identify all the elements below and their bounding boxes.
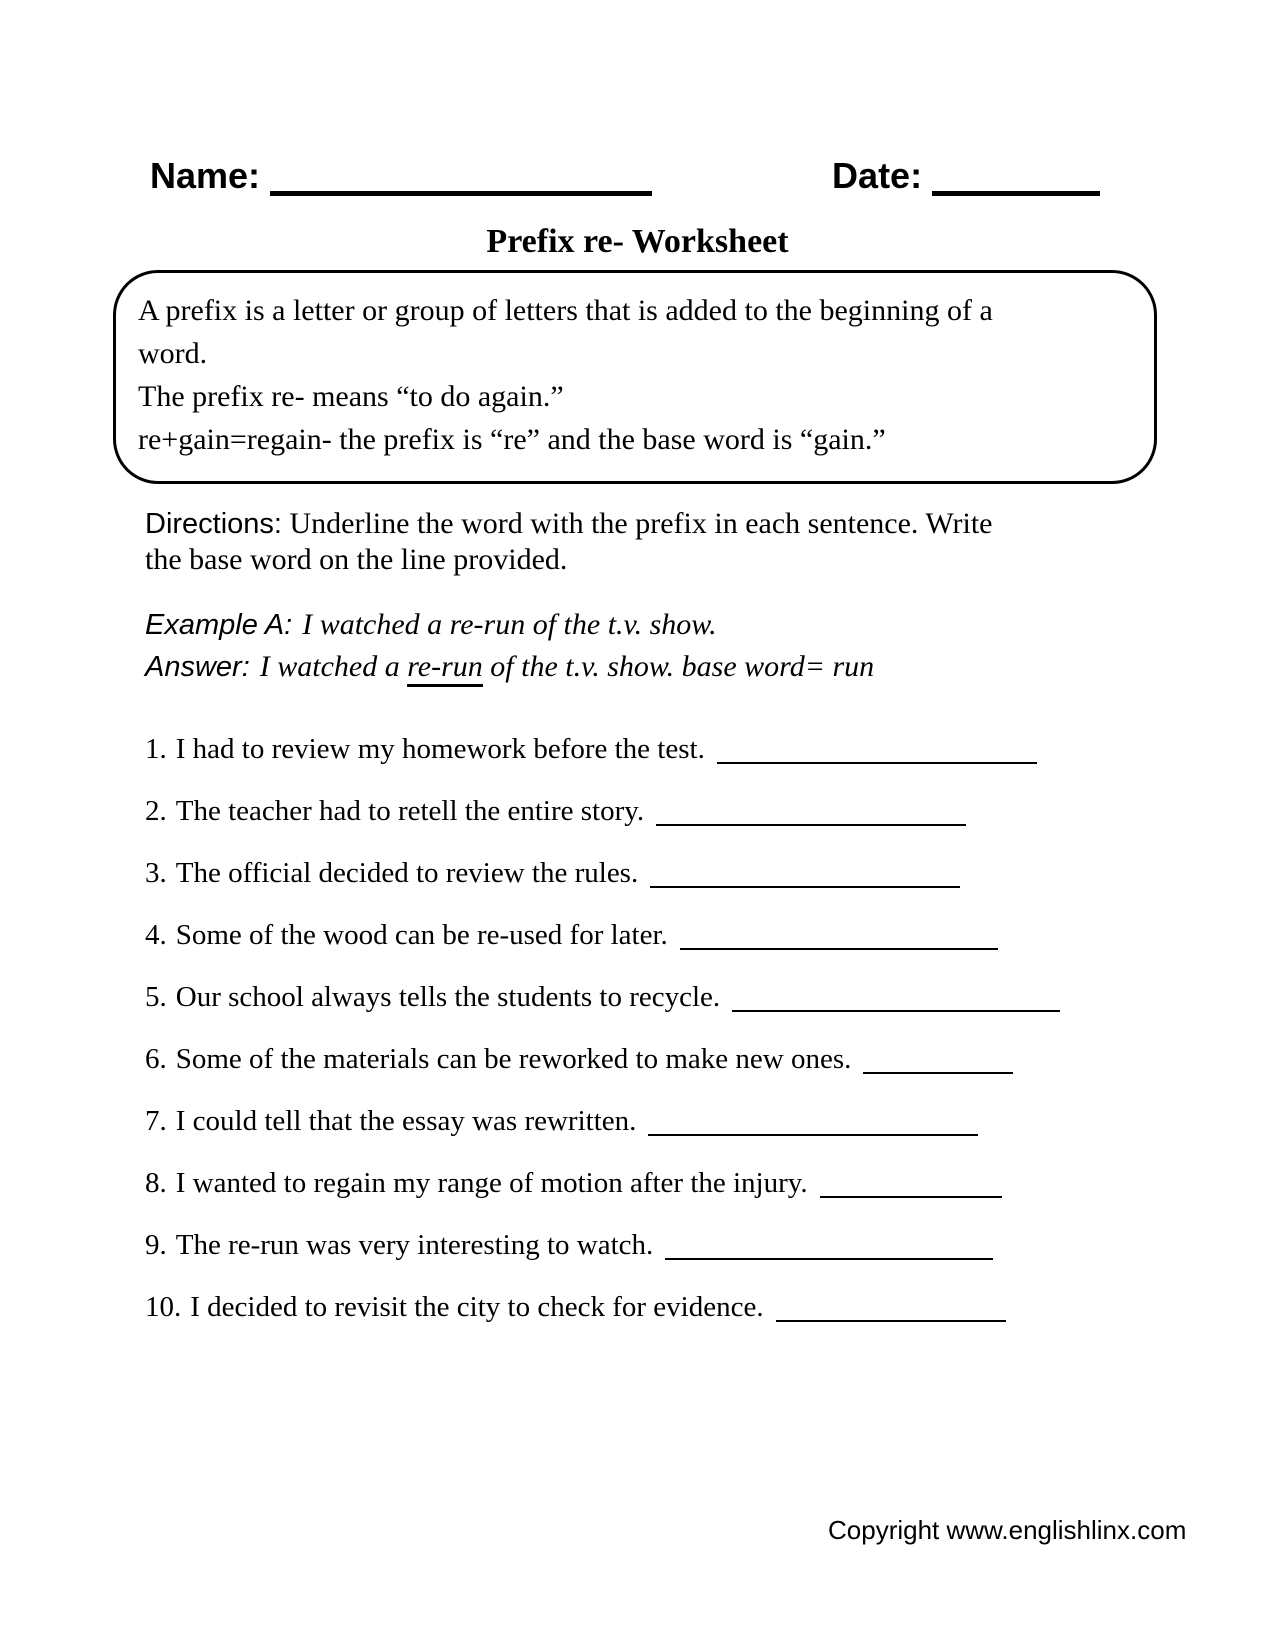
question-text: The re-run was very interesting to watch. (175, 1229, 654, 1261)
copyright-text: Copyright www.englishlinx.com (828, 1515, 1187, 1545)
example-block (145, 604, 1275, 688)
answer-blank-line (776, 1320, 1006, 1322)
question-number: 7. (145, 1105, 167, 1137)
answer-text-post: of the t.v. show. base word= run (482, 650, 875, 683)
question-number: 1. (145, 733, 167, 765)
question-item (145, 1104, 1275, 1139)
answer-underlined-word: re-run (407, 650, 483, 687)
question-item (145, 918, 1275, 953)
header-row (0, 0, 1275, 194)
question-item (145, 1166, 1275, 1201)
example-label: Example A: (145, 609, 293, 641)
name-label: Name: (150, 155, 261, 196)
date-label: Date: (832, 155, 923, 196)
answer-label: Answer: (145, 651, 250, 683)
definition-line: re+gain=regain- the prefix is “re” and the base word is “gain.” (138, 423, 886, 456)
question-item (145, 856, 1275, 891)
directions (145, 506, 1105, 578)
question-item (145, 1228, 1275, 1263)
answer-blank-line (665, 1258, 993, 1260)
definition-line: A prefix is a letter or group of letters that is added to the beginning of a (138, 294, 993, 327)
question-text: I had to review my homework before the test. (175, 733, 705, 765)
question-text: Some of the wood can be re-used for later. (175, 919, 668, 951)
question-text: The official decided to review the rules. (175, 857, 639, 889)
answer-blank-line (732, 1010, 1060, 1012)
question-text: Our school always tells the students to recycle. (175, 981, 721, 1013)
answer-blank-line (650, 886, 960, 888)
example-text: I watched a re-run of the t.v. show. (302, 608, 717, 641)
answer-blank-line (820, 1196, 1002, 1198)
question-number: 5. (145, 981, 167, 1013)
question-item (145, 1042, 1275, 1077)
question-number: 4. (145, 919, 167, 951)
example-line (145, 604, 1275, 646)
answer-text-pre: I watched a (259, 650, 408, 683)
definition-line: The prefix re- means “to do again.” (138, 380, 564, 413)
question-list (145, 732, 1275, 1325)
question-number: 8. (145, 1167, 167, 1199)
question-number: 3. (145, 857, 167, 889)
question-text: I could tell that the essay was rewritten. (175, 1105, 637, 1137)
question-number: 10. (145, 1291, 182, 1323)
question-number: 6. (145, 1043, 167, 1075)
question-text: I wanted to regain my range of motion after the injury. (175, 1167, 808, 1199)
answer-blank-line (680, 948, 998, 950)
question-item (145, 732, 1275, 767)
question-item (145, 1290, 1275, 1325)
question-number: 2. (145, 795, 167, 827)
directions-text1: Underline the word with the prefix in each sentence. Write (289, 507, 993, 540)
answer-line (145, 646, 1275, 688)
date-blank-line (932, 191, 1100, 196)
question-item (145, 794, 1275, 829)
directions-label: Directions: (145, 508, 282, 540)
question-text: The teacher had to retell the entire story. (175, 795, 645, 827)
definition-box (113, 270, 1157, 484)
question-text: I decided to revisit the city to check for evidence. (190, 1291, 764, 1323)
question-text: Some of the materials can be reworked to make new ones. (175, 1043, 852, 1075)
answer-blank-line (717, 762, 1037, 764)
question-item (145, 980, 1275, 1015)
question-number: 9. (145, 1229, 167, 1261)
definition-line: word. (138, 337, 208, 370)
name-blank-line (270, 191, 652, 196)
answer-blank-line (863, 1072, 1013, 1074)
answer-blank-line (656, 824, 966, 826)
answer-blank-line (648, 1134, 978, 1136)
page-title: Prefix re- Worksheet (486, 223, 789, 260)
directions-line2: the base word on the line provided. (145, 543, 568, 576)
directions-line1 (145, 506, 1105, 542)
